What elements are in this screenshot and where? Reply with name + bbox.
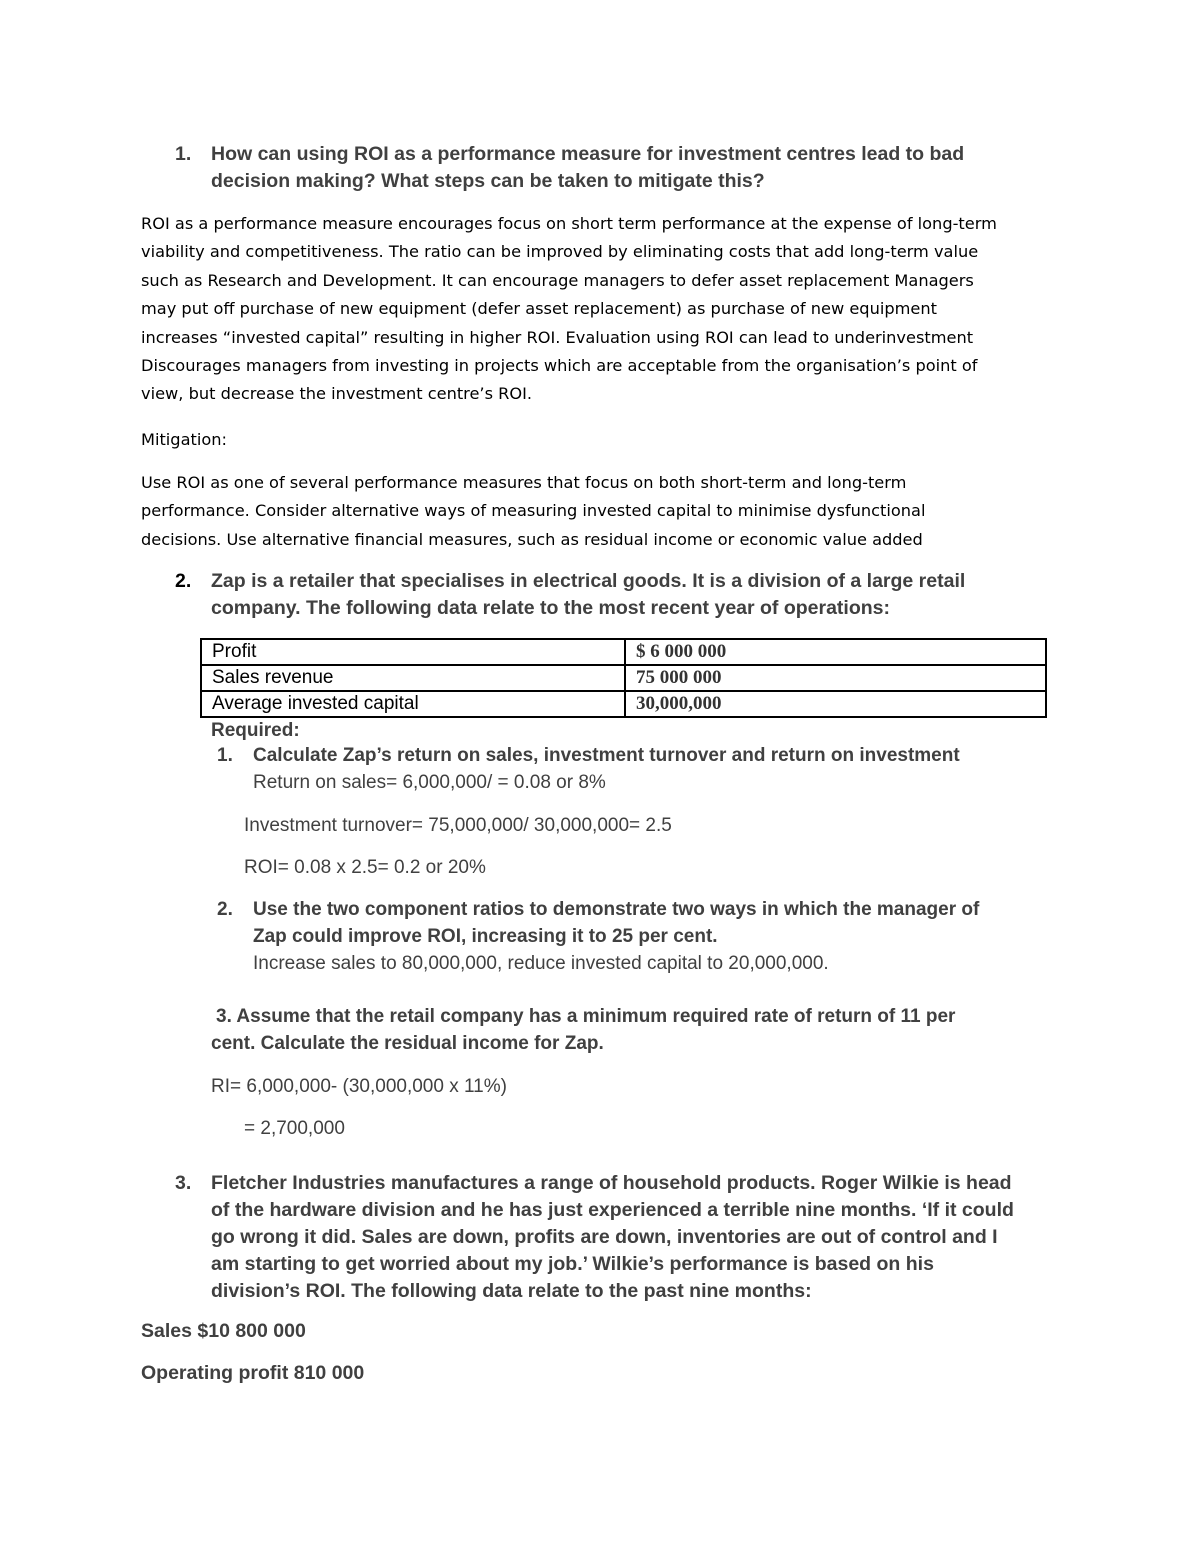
answer-line: = 2,700,000	[244, 1118, 345, 1139]
paragraph-line: may put off purchase of new equipment (defer asset replacement) as purchase of new equipment	[141, 299, 937, 319]
table-cell-label: Profit	[201, 639, 625, 665]
question-line: of the hardware division and he has just experienced a terrible nine months. ‘If it could	[211, 1199, 1014, 1221]
paragraph-line: viability and competitiveness. The ratio can be improved by eliminating costs that add long-term value	[141, 242, 979, 262]
question-line: am starting to get worried about my job.’ Wilkie’s performance is based on his	[211, 1253, 934, 1275]
zap-data-table	[200, 638, 1047, 718]
question-number: 1.	[175, 143, 192, 165]
paragraph-line: ROI as a performance measure encourages focus on short term performance at the expense of long-term	[141, 214, 997, 233]
subquestion-text	[253, 896, 979, 950]
subquestion-number: 2.	[217, 899, 233, 920]
paragraph-line: performance. Consider alternative ways of measuring invested capital to minimise dysfunctional	[141, 501, 926, 521]
question-line: Use the two component ratios to demonstrate two ways in which the manager of	[253, 899, 980, 920]
answer-line: RI= 6,000,000- (30,000,000 x 11%)	[211, 1076, 507, 1097]
subquestion-text	[211, 1003, 955, 1057]
table-cell-value: 30,000,000	[625, 691, 1046, 717]
paragraph-line: such as Research and Development. It can encourage managers to defer asset replacement Managers	[141, 270, 974, 290]
data-line: Sales $10 800 000	[141, 1320, 306, 1342]
question-line: Zap is a retailer that specialises in electrical goods. It is a division of a large retail	[211, 570, 966, 592]
answer-line: Increase sales to 80,000,000, reduce invested capital to 20,000,000.	[253, 953, 829, 974]
mitigation-heading: Mitigation:	[141, 430, 227, 449]
question-line: Fletcher Industries manufactures a range of household products. Roger Wilkie is head	[211, 1172, 1012, 1194]
answer-line: ROI= 0.08 x 2.5= 0.2 or 20%	[244, 857, 486, 878]
paragraph-line: Use ROI as one of several performance measures that focus on both short-term and long-term	[141, 473, 907, 492]
subquestion-text: Calculate Zap’s return on sales, investment turnover and return on investment	[253, 745, 960, 766]
table-cell-value: 75 000 000	[625, 665, 1046, 691]
table-cell-label: Average invested capital	[201, 691, 625, 717]
paragraph-line: view, but decrease the investment centre’s ROI.	[141, 384, 533, 404]
paragraph-line: Discourages managers from investing in projects which are acceptable from the organisation’s point of	[141, 356, 978, 376]
question-text	[211, 568, 1081, 622]
mitigation-paragraph	[141, 469, 1071, 554]
question-line: Zap could improve ROI, increasing it to 25 per cent.	[253, 926, 718, 947]
question-text	[211, 141, 1081, 195]
question-text	[211, 1170, 1081, 1305]
question-line: How can using ROI as a performance measure for investment centres lead to bad	[211, 143, 965, 165]
question-line: division’s ROI. The following data relate to the past nine months:	[211, 1280, 812, 1302]
table-row	[201, 665, 1046, 691]
answer-line: Investment turnover= 75,000,000/ 30,000,000= 2.5	[244, 815, 672, 836]
paragraph-line: decisions. Use alternative financial measures, such as residual income or economic value added	[141, 529, 923, 549]
question-number: 2.	[175, 570, 192, 592]
table-row	[201, 639, 1046, 665]
question-line: company. The following data relate to the most recent year of operations:	[211, 597, 891, 619]
subquestion-number: 1.	[217, 745, 233, 766]
paragraph-line: increases “invested capital” resulting in higher ROI. Evaluation using ROI can lead to underinvestment	[141, 327, 974, 347]
question-line: decision making? What steps can be taken to mitigate this?	[211, 170, 765, 192]
answer-paragraph	[141, 210, 1071, 409]
table-cell-label: Sales revenue	[201, 665, 625, 691]
table-cell-value: $ 6 000 000	[625, 639, 1046, 665]
question-line: go wrong it did. Sales are down, profits are down, inventories are out of control and I	[211, 1226, 998, 1248]
question-line: cent. Calculate the residual income for Zap.	[211, 1033, 604, 1054]
question-number: 3.	[175, 1172, 192, 1194]
required-label: Required:	[211, 720, 300, 741]
table-row	[201, 691, 1046, 717]
data-line: Operating profit 810 000	[141, 1362, 365, 1384]
question-line: 3. Assume that the retail company has a minimum required rate of return of 11 per	[216, 1006, 956, 1027]
answer-line: Return on sales= 6,000,000/ = 0.08 or 8%	[253, 772, 606, 793]
